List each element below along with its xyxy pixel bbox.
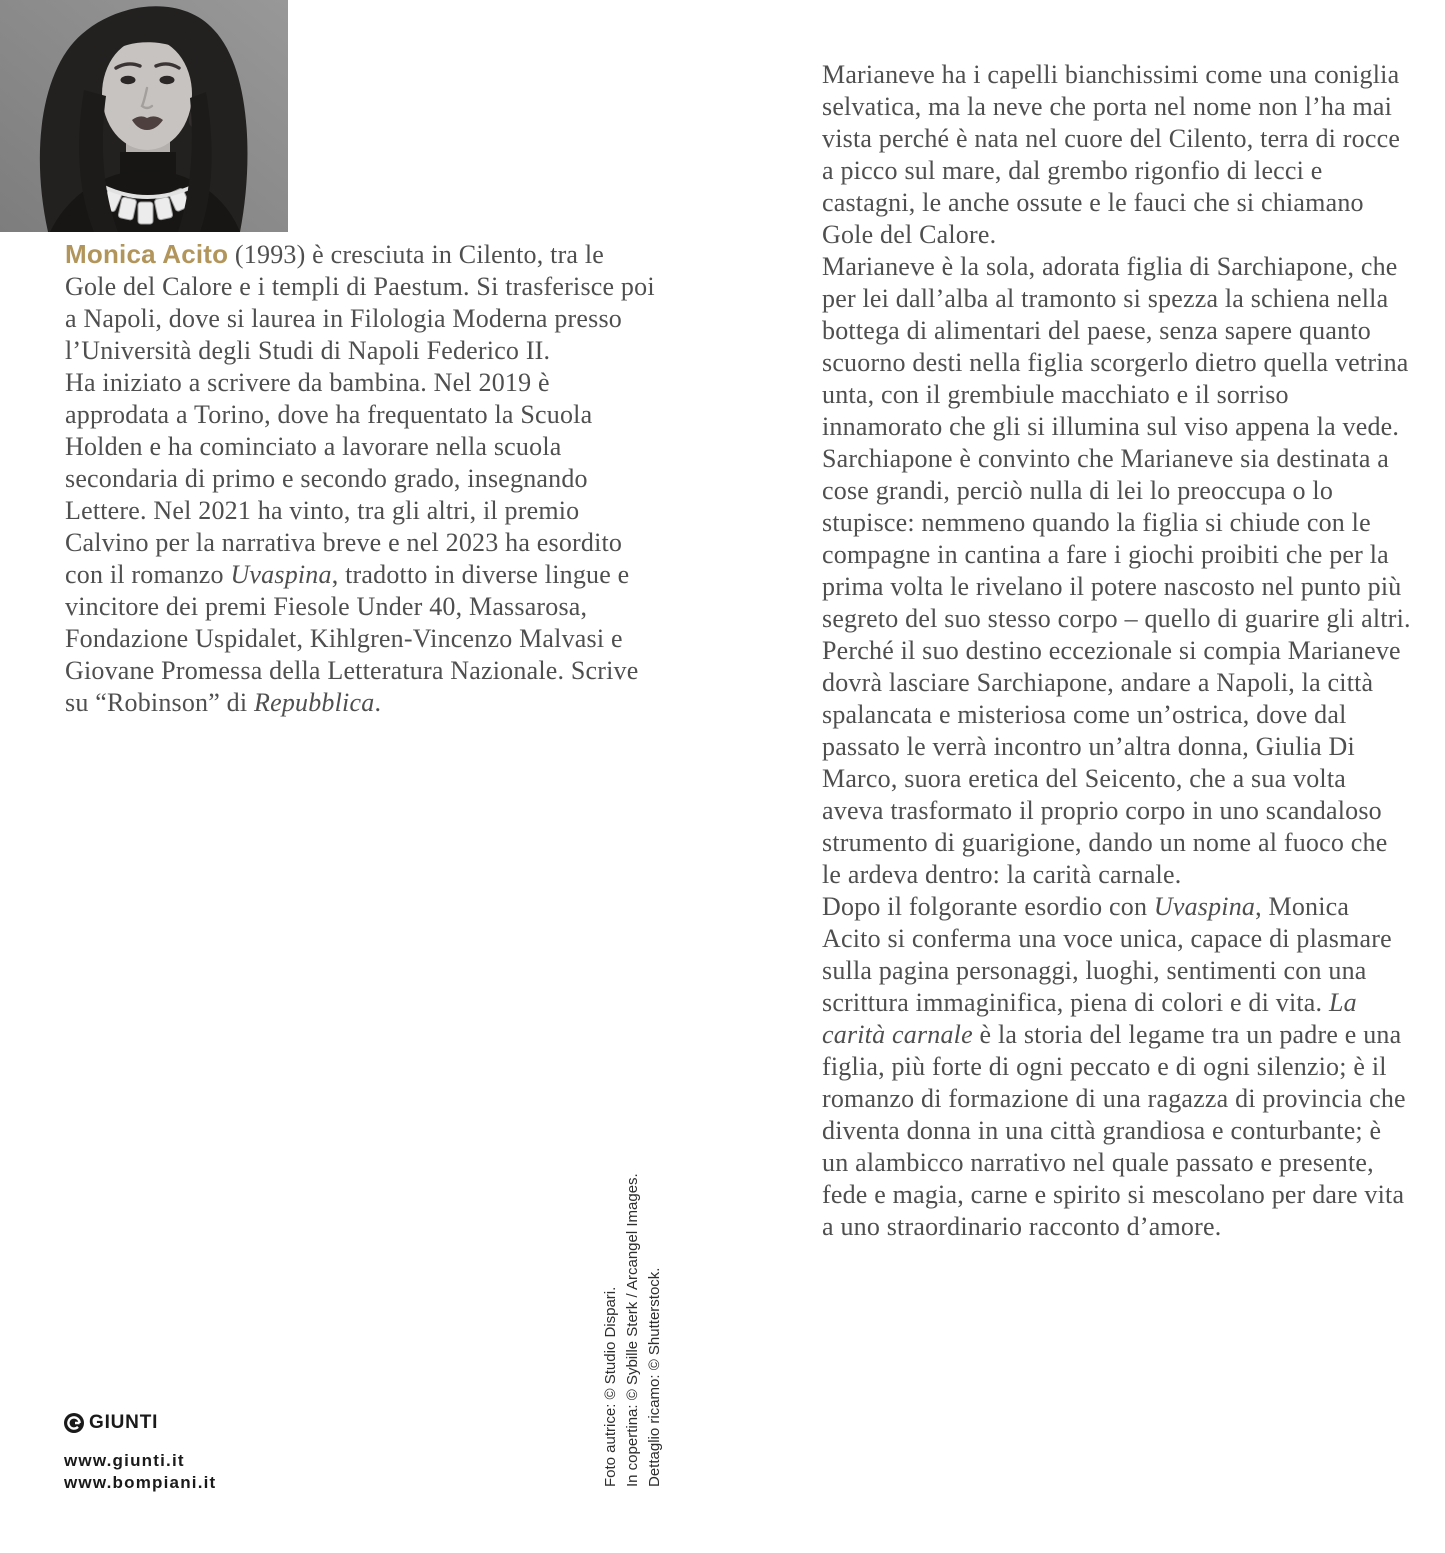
blurb-paragraph-5: Dopo il folgorante esordio con Uvaspina, Monica Acito si conferma una voce unica, capace di plasmare sulla pagina personaggi, luoghi, sentimenti con una scrittura immaginifica, piena di colori e di vita. La carità carnale è la storia del legame tra un padre e una figlia, più forte di ogni peccato e di ogni silenzio; è il romanzo di formazione di una ragazza di provincia che diventa donna in una città grandiosa e conturbante; è un alambicco narrativo nel quale passato e presente, fede e magia, carne e spirito si mescolano per dare vita a uno straordinario racconto d’amore. bbox=[822, 892, 1406, 1241]
book-description bbox=[822, 59, 1412, 1243]
credit-line-author-photo: Foto autrice: © Studio Dispari. bbox=[602, 1286, 619, 1487]
author-bio bbox=[65, 238, 655, 719]
credit-line-cover: In copertina: © Sybille Sterk / Arcangel Images. bbox=[624, 1173, 641, 1487]
photo-credits bbox=[600, 1173, 666, 1487]
bio-paragraph-1: Monica Acito (1993) è cresciuta in Cilento, tra le Gole del Calore e i templi di Paestum. Si trasferisce poi a Napoli, dove si laurea in Filologia Moderna presso l’Università degli Studi di Napoli Federico II. bbox=[65, 239, 655, 365]
publisher-url-bompiani: www.bompiani.it bbox=[64, 1473, 217, 1492]
blurb-paragraph-4: Perché il suo destino eccezionale si compia Marianeve dovrà lasciare Sarchiapone, andare a Napoli, la città spalancata e misteriosa come un’ostrica, dove dal passato le verrà incontro un’altra donna, Giulia Di Marco, suora eretica del Seicento, che a sua volta aveva trasformato il proprio corpo in uno scandaloso strumento di guarigione, dando un nome al fuoco che le ardeva dentro: la carità carnale. bbox=[822, 636, 1401, 889]
bio-paragraph-2: Ha iniziato a scrivere da bambina. Nel 2019 è approdata a Torino, dove ha frequentato la Scuola Holden e ha cominciato a lavorare nella scuola secondaria di primo e secondo grado, insegnando Lettere. Nel 2021 ha vinto, tra gli altri, il premio Calvino per la narrativa breve e nel 2023 ha esordito con il romanzo Uvaspina, tradotto in diverse lingue e vincitore dei premi Fiesole Under 40, Massarosa, Fondazione Uspidalet, Kihlgren-Vincenzo Malvasi e Giovane Promessa della Letteratura Nazionale. Scrive su “Robinson” di Repubblica. bbox=[65, 368, 639, 717]
blurb-paragraph-3: Sarchiapone è convinto che Marianeve sia destinata a cose grandi, perciò nulla di lei lo preoccupa o lo stupisce: nemmeno quando la figlia si chiude con le compagne in cantina a fare i giochi proibiti che per la prima volta le rivelano il potere nascosto nel punto più segreto del suo stesso corpo – quello di guarire gli altri. bbox=[822, 444, 1411, 633]
blurb-paragraph-1: Marianeve ha i capelli bianchissimi come una coniglia selvatica, ma la neve che porta nel nome non l’ha mai vista perché è nata nel cuore del Cilento, terra di rocce a picco sul mare, dal grembo rigonfio di lecci e castagni, le anche ossute e le fauci che si chiamano Gole del Calore. bbox=[822, 60, 1401, 249]
giunti-g-icon bbox=[64, 1413, 84, 1433]
publisher-name: GIUNTI bbox=[89, 1412, 159, 1433]
author-photo bbox=[0, 0, 288, 232]
publisher-url-giunti: www.giunti.it bbox=[64, 1451, 185, 1470]
blurb-paragraph-2: Marianeve è la sola, adorata figlia di Sarchiapone, che per lei dall’alba al tramonto si spezza la schiena nella bottega di alimentari del paese, senza sapere quanto scuorno desti nella figlia scorgerlo dietro quella vetrina unta, con il grembiule macchiato e il sorriso innamorato che gli si illumina sul viso appena la vede. bbox=[822, 252, 1409, 441]
publisher-urls bbox=[64, 1450, 216, 1494]
credit-line-embroidery: Dettaglio ricamo: © Shutterstock. bbox=[646, 1267, 663, 1487]
giunti-logo bbox=[64, 1412, 216, 1434]
publisher-block bbox=[64, 1412, 216, 1494]
author-portrait-illustration bbox=[0, 0, 288, 232]
